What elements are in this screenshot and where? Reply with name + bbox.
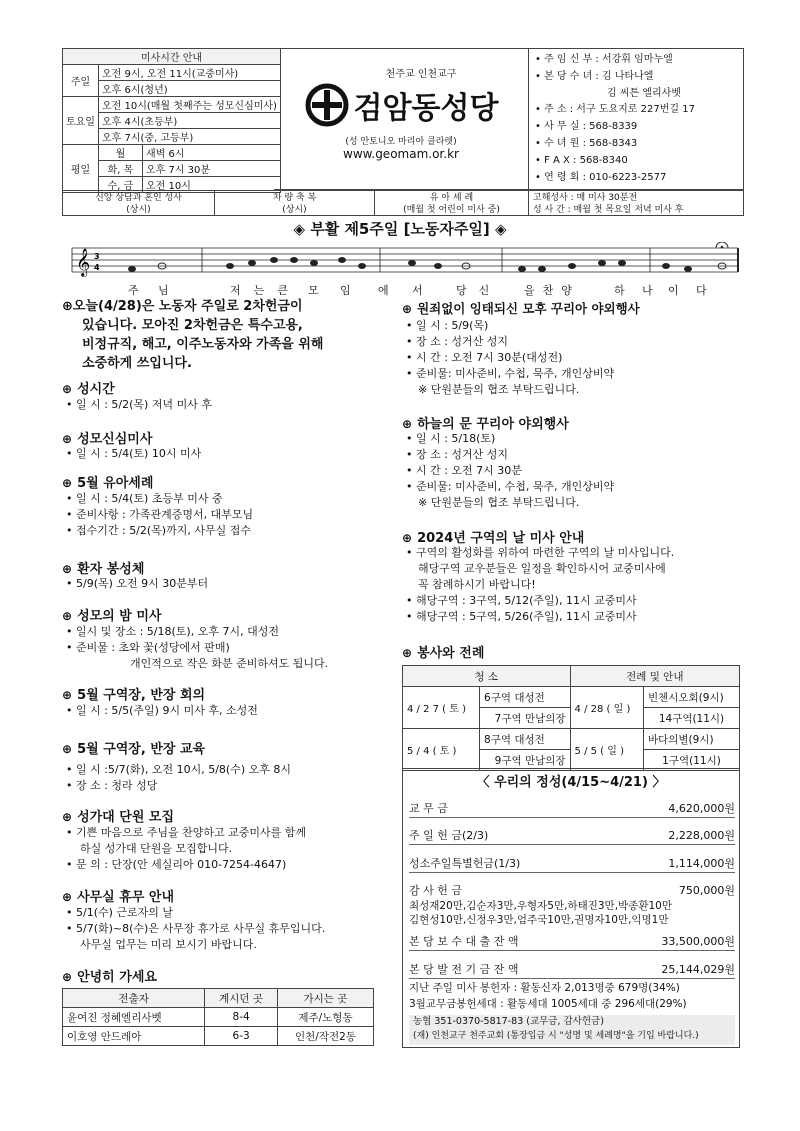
schedule-cell: 월 <box>98 145 142 161</box>
finance-box <box>402 768 740 1048</box>
notice-line: • 접수기간 : 5/2(목)까지, 사무실 접수 <box>66 524 251 537</box>
section-heading: ⊕ 5월 구역장, 반장 교육 <box>62 742 206 757</box>
saturday-label: 토요일 <box>63 97 99 145</box>
schedule-cell: 오후 4시(초등부) <box>98 113 280 129</box>
table-row: 9구역 만남의장 1구역(11시) <box>403 750 740 771</box>
notice-line: 꼭 참례하시기 바랍니다! <box>418 578 536 591</box>
cross-bullet-icon: ⊕ <box>62 562 73 576</box>
cross-bullet-icon: ⊕ <box>402 417 413 431</box>
notice-line: • 일 시 :5/7(화), 오전 10시, 5/8(수) 오후 8시 <box>66 763 291 776</box>
lyric: 주 <box>128 284 140 297</box>
notice-line: • 일 시 : 5/4(토) 10시 미사 <box>66 447 202 460</box>
cross-bullet-icon: ⊕ <box>62 810 73 824</box>
chevron-right-icon: 〉 <box>652 775 666 790</box>
finance-row: 주 일 헌 금(2/3) 2,228,000원 <box>409 827 735 845</box>
cross-bullet-icon: ⊕ <box>402 302 413 316</box>
schedule-cell: 오전 10시 <box>142 177 280 193</box>
household-stat: 3월교무금봉헌세대 : 활동세대 1005세대 중 296세대(29%) <box>409 998 687 1010</box>
notice-line: • 준비사항 : 가족관계증명서, 대부모님 <box>66 508 254 521</box>
section-heading: ⊕ 5월 구역장, 반장 회의 <box>62 688 206 703</box>
mass-schedule-table <box>62 48 281 193</box>
lyric: 님 <box>158 284 170 297</box>
schedule-cell: 수, 금 <box>98 177 142 193</box>
info-line: • 주 임 신 부 : 서강휘 임마누엘 <box>535 54 673 65</box>
svg-text:4: 4 <box>94 263 100 272</box>
cross-bullet-icon: ⊕ <box>62 742 73 756</box>
cross-bullet-icon: ⊕ <box>62 970 73 984</box>
lyric: 임 <box>340 284 352 297</box>
notice-line: • 일시 및 장소 : 5/18(토), 오후 7시, 대성전 <box>66 625 279 638</box>
section-heading: ⊕ 5월 유아세례 <box>62 476 154 491</box>
table-row: 이호영 안드레아 6-3 인천/작전2동 <box>63 1027 374 1046</box>
info-line: • 연 령 회 : 010-6223-2577 <box>535 171 667 183</box>
donor-list: 최성재20만,김순자3만,우형자5만,하태진3만,박종환10만 <box>409 900 672 912</box>
lyric: 나 <box>642 284 654 297</box>
notice-line: • 준비물: 미사준비, 수첩, 묵주, 개인상비약 <box>406 480 615 493</box>
lyric: 하 <box>614 284 626 297</box>
sunday-label: 주일 <box>63 65 99 97</box>
schedule-caption: 미사시간 안내 <box>63 49 281 65</box>
notice-line: • 해당구역 : 3구역, 5/12(주일), 11시 교중미사 <box>406 594 637 607</box>
lyric: 당신 <box>456 284 502 297</box>
section-heading: ⊕ 원죄없이 잉태되신 모후 꾸리아 야외행사 <box>402 301 640 316</box>
finance-row: 교 무 금 4,620,000원 <box>409 800 735 818</box>
lyric: 저는큰 <box>230 284 301 297</box>
finance-title: 우리의 정성(4/15~4/21) <box>494 775 648 790</box>
notice-line: • 장 소 : 성거산 성지 <box>406 448 509 461</box>
notice-line: • 일 시 : 5/2(목) 저녁 미사 후 <box>66 398 212 411</box>
strip-text: (상시) <box>126 205 151 215</box>
diocese-name: 천주교 인천교구 <box>385 69 457 80</box>
website-link[interactable]: www.geomam.or.kr <box>343 147 459 161</box>
info-line: • 주 소 : 서구 도요지로 227번길 17 <box>535 104 695 116</box>
strip-text: 성 사 간 : 매월 첫 목요일 저녁 미사 후 <box>533 205 684 215</box>
notice-line: • 준비물: 미사준비, 수첩, 묵주, 개인상비약 <box>406 367 615 380</box>
table-header: 전례 및 안내 <box>570 666 739 687</box>
farewell-table <box>62 988 374 1046</box>
patron-saint: (성 안토니오 마리아 클라렛) <box>345 137 457 147</box>
intro-line: 오늘(4/28)은 노동자 주일로 2차헌금이 <box>72 299 303 314</box>
notice-line: • 문 의 : 단장(안 세실리아 010-7254-4647) <box>66 858 287 871</box>
section-heading: ⊕ 2024년 구역의 날 미사 안내 <box>402 531 585 546</box>
intro-line: 있습니다. 모아진 2차헌금은 특수고용, <box>82 318 303 333</box>
strip-text: 고해성사 : 매 미사 30분전 <box>533 193 638 203</box>
notice-line: • 일 시 : 5/4(토) 초등부 미사 중 <box>66 492 223 505</box>
info-line: 김 씨튼 엘리사벳 <box>607 87 681 99</box>
weekday-label: 평일 <box>63 145 99 193</box>
bank-account-box <box>409 1015 735 1045</box>
intro-line: 소중하게 쓰입니다. <box>82 356 192 371</box>
church-name: 검암동성당 <box>353 91 499 126</box>
lyric: 을찬양 <box>524 284 580 297</box>
info-line: • 사 무 실 : 568-8339 <box>535 121 638 133</box>
notice-line: 사무실 업무는 미리 보시기 바랍니다. <box>80 938 257 951</box>
table-row: 윤여진 정혜엘리사벳 8-4 제주/노형동 <box>63 1008 374 1027</box>
notice-line: • 일 시 : 5/5(주일) 9시 미사 후, 소성전 <box>66 704 258 717</box>
finance-row: 감 사 헌 금 750,000원 <box>409 884 735 897</box>
strip-text: (상시) <box>282 205 307 215</box>
info-line: • 수 녀 원 : 568-8343 <box>535 137 638 149</box>
cross-bullet-icon: ⊕ <box>62 609 73 623</box>
info-line: • 본 당 수 녀 : 김 나타나엘 <box>535 70 654 82</box>
lyric: 모 <box>308 284 320 297</box>
notice-line: • 장 소 : 청라 성당 <box>66 779 158 792</box>
bank-note: (재) 인천교구 천주교회 (통장입금 시 "성명 및 세례명"을 기입 바랍니다.) <box>413 1031 699 1041</box>
cross-bullet-icon: ⊕ <box>62 432 73 446</box>
notice-line: • 5/1(수) 근로자의 날 <box>66 906 174 919</box>
table-header: 가시는 곳 <box>277 989 373 1008</box>
cross-bullet-icon: ⊕ <box>402 531 413 545</box>
table-header: 청 소 <box>403 666 571 687</box>
sacrament-strip <box>62 190 744 216</box>
section-heading: ⊕ 봉사와 전례 <box>402 646 485 661</box>
section-heading: ⊕ 성모신심미사 <box>62 432 153 447</box>
notice-line: • 구역의 활성화를 위하여 마련한 구역의 날 미사입니다. <box>406 546 675 559</box>
church-logo-block <box>274 48 528 190</box>
notice-line: • 해당구역 : 5구역, 5/26(주일), 11시 교중미사 <box>406 610 637 623</box>
finance-row: 본 당 발 전 기 금 잔 액 25,144,029원 <box>409 961 735 979</box>
chevron-left-icon: 〈 <box>476 775 490 790</box>
schedule-cell: 오후 7시 30분 <box>142 161 280 177</box>
notice-intro <box>62 297 323 373</box>
info-line: • F A X : 568-8340 <box>535 154 628 166</box>
cross-bullet-icon: ⊕ <box>62 382 73 396</box>
service-table <box>402 665 740 771</box>
lyric: 다 <box>696 284 708 297</box>
schedule-cell: 오전 10시(매월 첫째주는 성모신심미사) <box>98 97 280 113</box>
notice-line: ※ 단원분들의 협조 부탁드립니다. <box>418 496 580 509</box>
strip-text: 유 아 세 례 <box>429 193 474 203</box>
notice-line: • 시 간 : 오전 7시 30분 <box>406 464 522 477</box>
notice-line: • 준비물 : 초와 꽃(성당에서 판매) <box>66 641 230 654</box>
bulletin-title: ◈ 부활 제5주일 [노동자주일] ◈ <box>293 220 507 238</box>
table-row: 5 / 4 ( 토 ) 8구역 대성전 5 / 5 ( 일 ) 바다의별(9시) <box>403 729 740 750</box>
finance-row: 성소주일특별헌금(1/3) 1,114,000원 <box>409 855 735 873</box>
section-heading: ⊕ 사무실 휴무 안내 <box>62 890 175 905</box>
cross-bullet-icon: ⊕ <box>402 646 413 660</box>
notice-line: • 5/9(목) 오전 9시 30분부터 <box>66 577 209 590</box>
section-heading: ⊕ 하늘의 문 꾸리아 야외행사 <box>402 417 569 432</box>
notice-line: 해당구역 교우분들은 일정을 확인하시어 교중미사에 <box>418 562 666 575</box>
cross-bullet-icon: ⊕ <box>62 299 73 314</box>
table-row: 4 / 2 7 ( 토 ) 6구역 대성전 4 / 28 ( 일 ) 빈첸시오회(9시) <box>403 687 740 708</box>
svg-text:3: 3 <box>94 252 100 261</box>
schedule-cell: 오전 9시, 오전 11시(교중미사) <box>98 65 280 81</box>
notice-line: 하실 성가대 단원을 모집합니다. <box>80 842 233 855</box>
lyric: 서 <box>412 284 424 297</box>
notice-line: • 장 소 : 성거산 성지 <box>406 335 509 348</box>
notice-line: • 일 시 : 5/18(토) <box>406 432 496 445</box>
notice-line: • 기쁜 마음으로 주님을 찬양하고 교중미사를 함께 <box>66 826 306 839</box>
finance-row: 본 당 보 수 대 출 잔 액 33,500,000원 <box>409 933 735 951</box>
cross-bullet-icon: ⊕ <box>62 890 73 904</box>
intro-line: 비정규직, 해고, 이주노동자와 가족을 위해 <box>82 337 324 352</box>
strip-text: 신앙 상담과 혼인 성사 <box>95 193 182 203</box>
svg-text:𝄞: 𝄞 <box>76 248 91 276</box>
section-heading: ⊕ 성가대 단원 모집 <box>62 810 175 825</box>
section-heading: ⊕ 성시간 <box>62 382 115 397</box>
notice-line: • 5/7(화)~8(수)은 사무장 휴가로 사무실 휴무입니다. <box>66 922 326 935</box>
table-header: 전출자 <box>63 989 205 1008</box>
schedule-cell: 오후 7시(중, 고등부) <box>98 129 280 145</box>
notice-line: ※ 단원분들의 협조 부탁드립니다. <box>418 383 580 396</box>
bank-account: 농협 351-0370-5817-83 (교무금, 감사헌금) <box>413 1016 604 1027</box>
section-heading: ⊕ 환자 봉성체 <box>62 562 145 577</box>
attendance-stat: 지난 주일 미사 봉헌자 : 활동신자 2,013명중 679명(34%) <box>409 982 680 994</box>
donor-list: 김현성10만,신정우3만,엄주국10만,권명자10만,익명1만 <box>409 914 669 926</box>
lyric: 에 <box>378 284 390 297</box>
schedule-cell: 새벽 6시 <box>142 145 280 161</box>
notice-line: 개인적으로 작은 화분 준비하셔도 됩니다. <box>130 657 329 670</box>
strip-text: (매월 첫 어린이 미사 중) <box>403 205 500 215</box>
schedule-cell: 오후 6시(청년) <box>98 81 280 97</box>
strip-text: 차 량 축 복 <box>272 193 317 203</box>
section-heading: ⊕ 성모의 밤 미사 <box>62 609 162 624</box>
schedule-cell: 화, 목 <box>98 161 142 177</box>
notice-line: • 시 간 : 오전 7시 30분(대성전) <box>406 351 563 364</box>
table-row: 7구역 만남의장 14구역(11시) <box>403 708 740 729</box>
table-header: 계시던 곳 <box>205 989 278 1008</box>
notice-line: • 일 시 : 5/9(목) <box>406 319 489 332</box>
lyric: 이 <box>668 284 680 297</box>
cross-bullet-icon: ⊕ <box>62 476 73 490</box>
cross-circle-icon <box>304 82 350 128</box>
parish-info <box>528 48 744 190</box>
section-heading: ⊕ 안녕히 가세요 <box>62 970 157 985</box>
cross-bullet-icon: ⊕ <box>62 688 73 702</box>
